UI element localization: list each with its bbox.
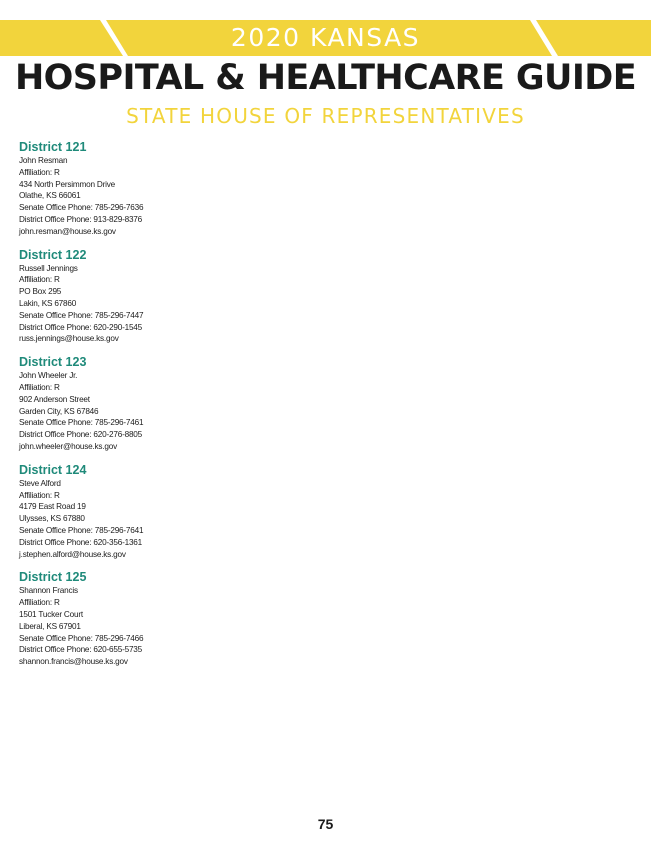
senate-office-phone: Senate Office Phone: 785-296-7466 — [19, 633, 144, 643]
district-entry-124 — [19, 463, 339, 561]
address-line-2: Garden City, KS 67846 — [19, 406, 99, 416]
representative-name: Russell Jennings — [19, 263, 78, 273]
district-entry-125 — [19, 570, 339, 668]
district-office-phone: District Office Phone: 913-829-8376 — [19, 214, 143, 224]
address-line-2: Ulysses, KS 67880 — [19, 514, 85, 524]
district-heading: District 124 — [19, 462, 87, 477]
email: j.stephen.alford@house.ks.gov — [19, 549, 126, 559]
district-entry-122 — [19, 248, 339, 346]
district-heading: District 123 — [19, 355, 87, 370]
banner-text: 2020 KANSAS — [230, 23, 421, 52]
address-line-2: Liberal, KS 67901 — [19, 621, 81, 631]
district-office-phone: District Office Phone: 620-356-1361 — [19, 537, 143, 547]
address-line-1: 1501 Tucker Court — [19, 609, 83, 619]
senate-office-phone: Senate Office Phone: 785-296-7461 — [19, 418, 144, 428]
page-subtitle: STATE HOUSE OF REPRESENTATIVES — [126, 104, 525, 128]
senate-office-phone: Senate Office Phone: 785-296-7641 — [19, 525, 144, 535]
district-office-phone: District Office Phone: 620-276-8805 — [19, 430, 143, 440]
senate-office-phone: Senate Office Phone: 785-296-7636 — [19, 203, 144, 213]
representative-name: Steve Alford — [19, 478, 61, 488]
email: john.resman@house.ks.gov — [19, 226, 116, 236]
representative-name: John Resman — [19, 156, 68, 165]
address-line-2: Olathe, KS 66061 — [19, 191, 81, 201]
district-office-phone: District Office Phone: 620-290-1545 — [19, 322, 143, 332]
district-heading: District 121 — [19, 140, 87, 154]
district-entry-123 — [19, 355, 339, 453]
header-banner — [0, 20, 651, 56]
district-list — [19, 140, 339, 678]
representative-name: Shannon Francis — [19, 586, 78, 596]
address-line-1: 4179 East Road 19 — [19, 502, 86, 512]
address-line-1: 902 Anderson Street — [19, 394, 90, 404]
page-title: HOSPITAL & HEALTHCARE GUIDE — [14, 58, 637, 98]
affiliation: Affiliation: R — [19, 598, 60, 608]
address-line-2: Lakin, KS 67860 — [19, 298, 77, 308]
representative-name: John Wheeler Jr. — [19, 371, 78, 381]
address-line-1: PO Box 295 — [19, 287, 62, 297]
affiliation: Affiliation: R — [19, 490, 60, 500]
district-heading: District 125 — [19, 570, 87, 585]
senate-office-phone: Senate Office Phone: 785-296-7447 — [19, 310, 144, 320]
district-heading: District 122 — [19, 247, 87, 262]
address-line-1: 434 North Persimmon Drive — [19, 179, 116, 189]
email: john.wheeler@house.ks.gov — [19, 441, 117, 451]
affiliation: Affiliation: R — [19, 167, 60, 177]
district-entry-121 — [19, 140, 339, 238]
district-office-phone: District Office Phone: 620-655-5735 — [19, 645, 143, 655]
page-number: 75 — [317, 816, 334, 832]
email: russ.jennings@house.ks.gov — [19, 334, 119, 344]
affiliation: Affiliation: R — [19, 382, 60, 392]
email: shannon.francis@house.ks.gov — [19, 657, 128, 667]
affiliation: Affiliation: R — [19, 275, 60, 285]
